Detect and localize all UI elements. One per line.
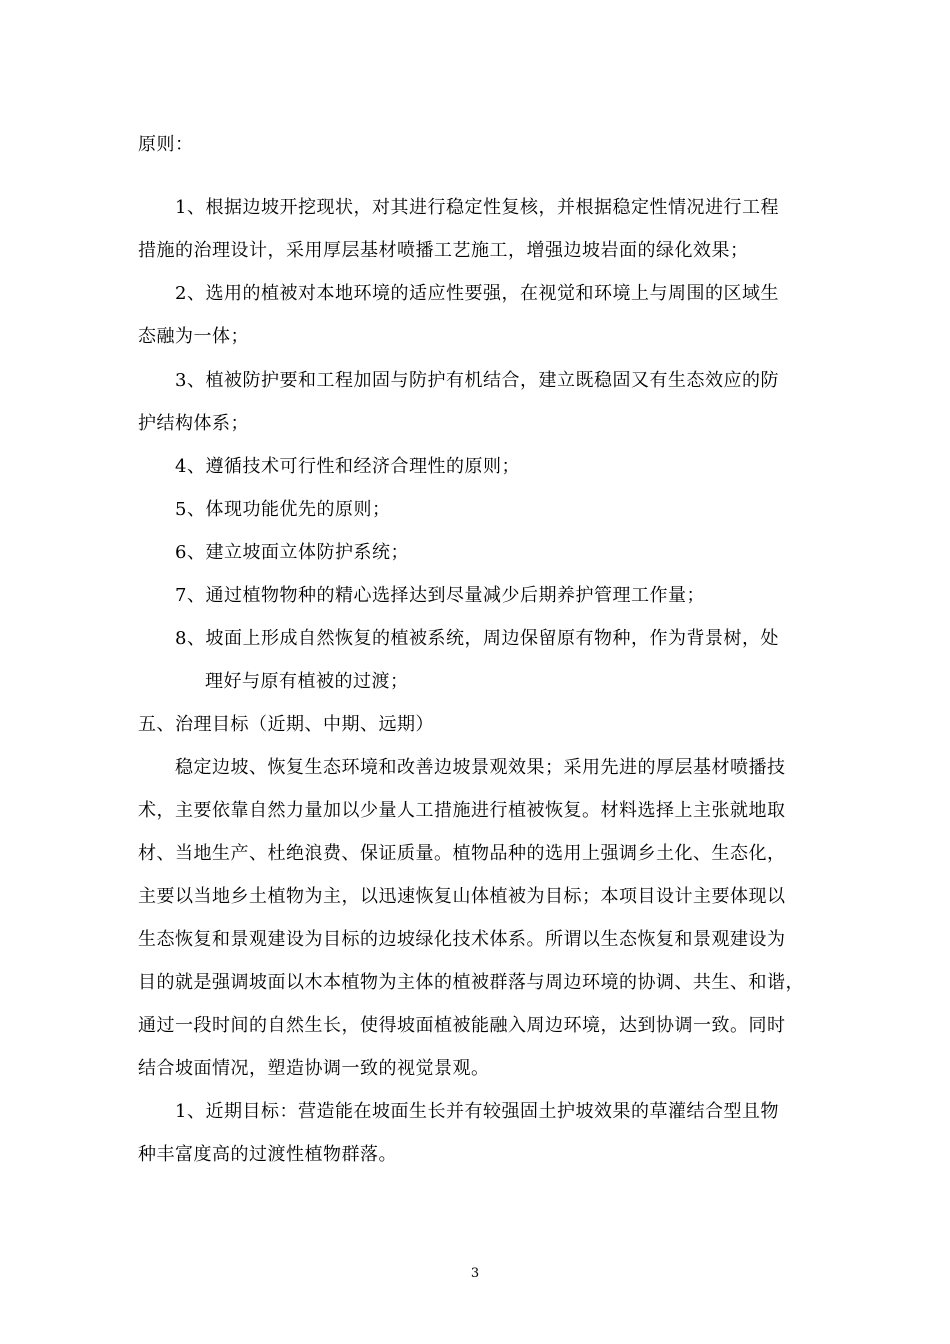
text-line: 5、体现功能优先的原则； bbox=[175, 499, 391, 520]
text-line: 措施的治理设计，采用厚层基材喷播工艺施工，增强边坡岩面的绿化效果； bbox=[138, 240, 749, 261]
text-line: 4、遵循技术可行性和经济合理性的原则； bbox=[175, 456, 520, 477]
text-line: 种丰富度高的过渡性植物群落。 bbox=[138, 1144, 397, 1165]
text-line: 原则： bbox=[138, 134, 194, 155]
text-line: 理好与原有植被的过渡； bbox=[205, 671, 409, 692]
text-line: 3、植被防护要和工程加固与防护有机结合，建立既稳固又有生态效应的防 bbox=[175, 370, 779, 391]
text-line: 6、建立坡面立体防护系统； bbox=[175, 542, 409, 563]
text-line: 生态恢复和景观建设为目标的边坡绿化技术体系。所谓以生态恢复和景观建设为 bbox=[138, 929, 786, 950]
text-line: 护结构体系； bbox=[138, 413, 249, 434]
text-line: 8、坡面上形成自然恢复的植被系统，周边保留原有物种，作为背景树，处 bbox=[175, 628, 779, 649]
text-line: 态融为一体； bbox=[138, 326, 249, 347]
text-line: 2、选用的植被对本地环境的适应性要强，在视觉和环境上与周围的区域生 bbox=[175, 283, 779, 304]
text-line: 稳定边坡、恢复生态环境和改善边坡景观效果；采用先进的厚层基材喷播技 bbox=[175, 757, 786, 778]
text-line: 结合坡面情况，塑造协调一致的视觉景观。 bbox=[138, 1058, 490, 1079]
text-line: 通过一段时间的自然生长，使得坡面植被能融入周边环境，达到协调一致。同时 bbox=[138, 1015, 786, 1036]
page-number: 3 bbox=[470, 1266, 480, 1281]
text-line: 1、根据边坡开挖现状，对其进行稳定性复核，并根据稳定性情况进行工程 bbox=[175, 197, 779, 218]
text-line: 目的就是强调坡面以木本植物为主体的植被群落与周边环境的协调、共生、和谐， bbox=[138, 972, 804, 993]
text-line: 7、通过植物物种的精心选择达到尽量减少后期养护管理工作量； bbox=[175, 585, 705, 606]
text-line: 1、近期目标：营造能在坡面生长并有较强固土护坡效果的草灌结合型且物 bbox=[175, 1101, 779, 1122]
text-line: 材、当地生产、杜绝浪费、保证质量。植物品种的选用上强调乡土化、生态化， bbox=[138, 843, 786, 864]
text-line: 术，主要依靠自然力量加以少量人工措施进行植被恢复。材料选择上主张就地取 bbox=[138, 800, 786, 821]
text-line: 主要以当地乡土植物为主，以迅速恢复山体植被为目标；本项目设计主要体现以 bbox=[138, 886, 786, 907]
section-heading: 五、治理目标（近期、中期、远期） bbox=[138, 714, 434, 735]
